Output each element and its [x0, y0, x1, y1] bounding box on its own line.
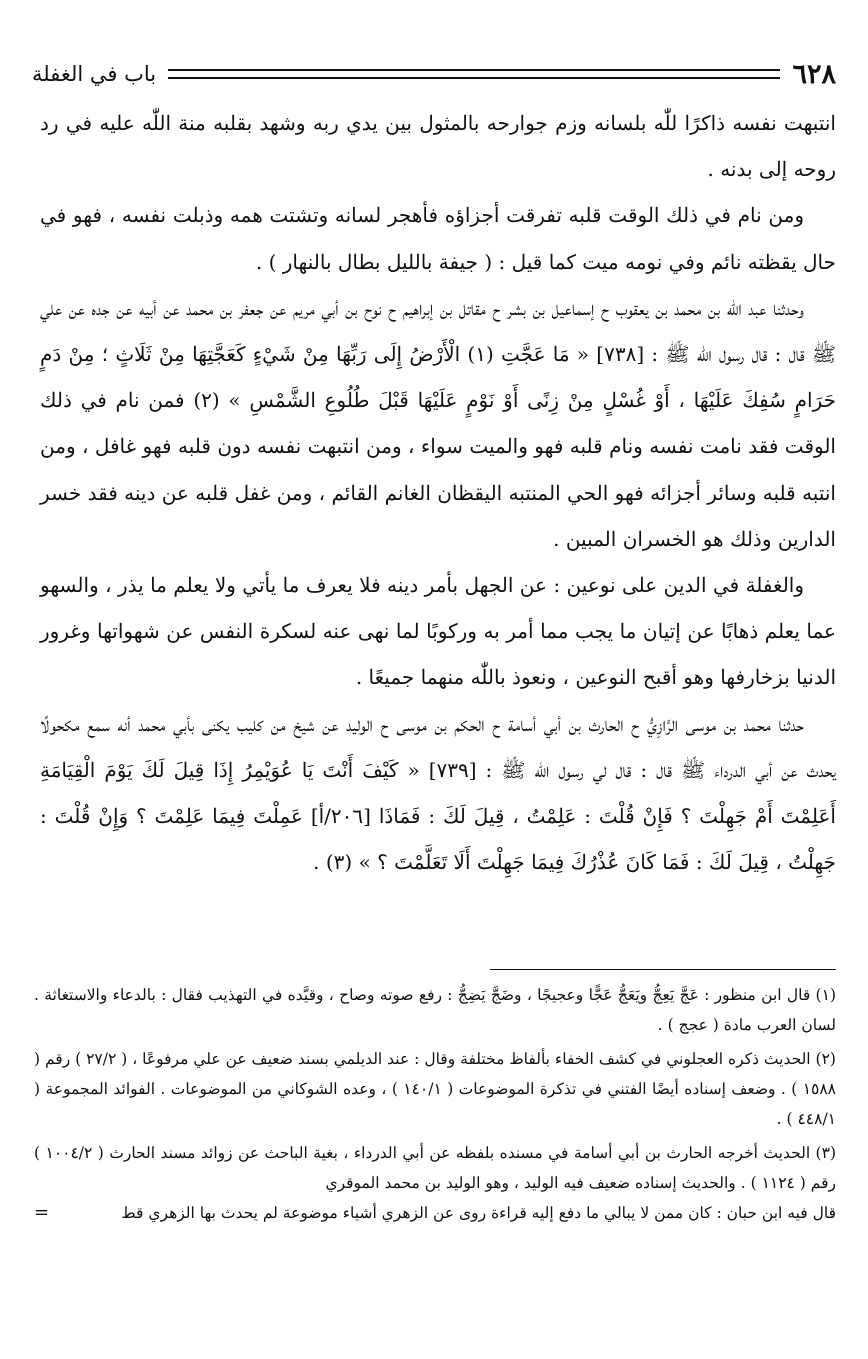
page-number: ٦٢٨: [792, 58, 836, 90]
footnote-divider: [490, 969, 836, 970]
footnotes: [34, 980, 836, 1228]
chapter-title: باب في الغفلة: [32, 62, 157, 86]
footnote: (٣) الحديث أخرجه الحارث بن أبي أسامة في مسنده بلفظه عن أبي الدرداء ، بغية الباحث عن زوائد مسند الحارث ( ١٠٠٤/٢ ) رقم ( ١١٢٤ ) . والحديث إسناده ضعيف فيه الوليد ، وهو الوليد بن محمد الموقري: [34, 1144, 836, 1192]
footnote-line: قال فيه ابن حبان : كان ممن لا يبالي ما دفع إليه قراءة روى عن الزهري أشياء موضوعة لم يحدث بها الزهري قط: [121, 1204, 836, 1222]
footnote-continuation-line: [34, 1198, 836, 1228]
paragraph: حدثنا محمد بن موسى الرَّازِيُّ ح الحارث بن أبي أسامة ح الحكم بن موسى ح الوليد عن شيخ من كليب يكنى بأبي محمد أنه سمع مكحولًا يحدث عن أبي الدرداء ﷺ قال : قال لي رسول اللّٰه ﷺ : [٧٣٩] « كَيْفَ أَنْتَ يَا عُوَيْمِرُ إِذَا قِيلَ لَكَ يَوْمَ الْقِيَامَةِ أَعَلِمْتَ أَمْ جَهِلْتَ ؟ فَإِنْ قُلْتَ : عَلِمْتُ ، قِيلَ لَكَ : فَمَاذَا [٢٠٦/أ] عَمِلْتَ فِيمَا عَلِمْتَ ؟ وَإِنْ قُلْتَ : جَهِلْتُ ، قِيلَ لَكَ : فَمَا كَانَ عُذْرُكَ فِيمَا جَهِلْتَ أَلَا تَعَلَّمْتَ ؟ » (٣) .: [40, 711, 836, 875]
continuation-mark: =: [34, 1202, 50, 1223]
paragraph: ومن نام في ذلك الوقت قلبه تفرقت أجزاؤه فأهجر لسانه وتشتت همه وذبلت نفسه ، فهو في حال يقظته نائم وفي نومه ميت كما قيل : ( جيفة بالليل بطال بالنهار ) .: [40, 203, 836, 274]
paragraph: وحدثنا عبد اللّٰه بن محمد بن يعقوب ح إسماعيل بن بشر ح مقاتل بن إبراهيم ح نوح بن أبي مريم عن جعفر بن محمد عن أبيه عن جده عن علي ﷺ قال : قال رسول اللّٰه ﷺ : [٧٣٨] « مَا عَجَّتِ (١) الْأَرْضُ إِلَى رَبِّهَا مِنْ شَيْءٍ كَعَجَّتِهَا مِنْ ثَلَاثٍ ؛ مِنْ دَمٍ حَرَامٍ سُفِكَ عَلَيْهَا ، أَوْ غُسْلٍ مِنْ زِنًى أَوْ نَوْمٍ عَلَيْهَا قَبْلَ طُلُوعِ الشَّمْسِ » (٢) فمن نام في ذلك الوقت فقد نامت نفسه ونام قلبه فهو والميت سواء ، ومن انتبهت نفسه دون قلبه فهو غافل ، ومن انتبه قلبه وسائر أجزائه فهو الحي المنتبه اليقظان الغانم القائم ، ومن غفل قلبه عن دينه فقد خسر الدارين وذلك هو الخسران المبين .: [40, 295, 836, 551]
paragraph: والغفلة في الدين على نوعين : عن الجهل بأمر دينه فلا يعرف ما يأتي ولا يعلم ما يذر ، والسهو عما يعلم ذهابًا عن إتيان ما يجب مما أمر به وركوبًا لما نهى عنه لسكرة النفس عن شهواتها وغرور الدنيا بزخارفها وهو أقبح النوعين ، ونعوذ باللّٰه منهما جميعًا .: [40, 573, 836, 690]
header-rule: [168, 69, 780, 79]
page-header: [32, 54, 836, 94]
footnote: (٢) الحديث ذكره العجلوني في كشف الخفاء بألفاظ مختلفة وقال : عند الديلمي بسند ضعيف عن علي مرفوعًا ، ( ٢٧/٢ ) رقم ( ١٥٨٨ ) . وضعف إسناده أيضًا الفتني في تذكرة الموضوعات ( ١٤٠/١ ) ، وعده الشوكاني من الموضوعات . الفوائد المجموعة ( ٤٤٨/١ ) .: [34, 1050, 836, 1128]
main-text: [40, 100, 836, 885]
footnote: (١) قال ابن منظور : عَجَّ يَعِجُّ ويَعَجُّ عَجًّا وعجيجًا ، وضَجَّ يَضِجُّ : رفع صوته وصاح ، وقيَّده في التهذيب فقال : بالدعاء والاستغاثة . لسان العرب مادة ( عجج ) .: [34, 986, 836, 1034]
paragraph: انتبهت نفسه ذاكرًا للّٰه بلسانه وزم جوارحه بالمثول بين يدي ربه وشهد بقلبه منة اللّٰه عليه في رد روحه إلى بدنه .: [40, 111, 836, 182]
